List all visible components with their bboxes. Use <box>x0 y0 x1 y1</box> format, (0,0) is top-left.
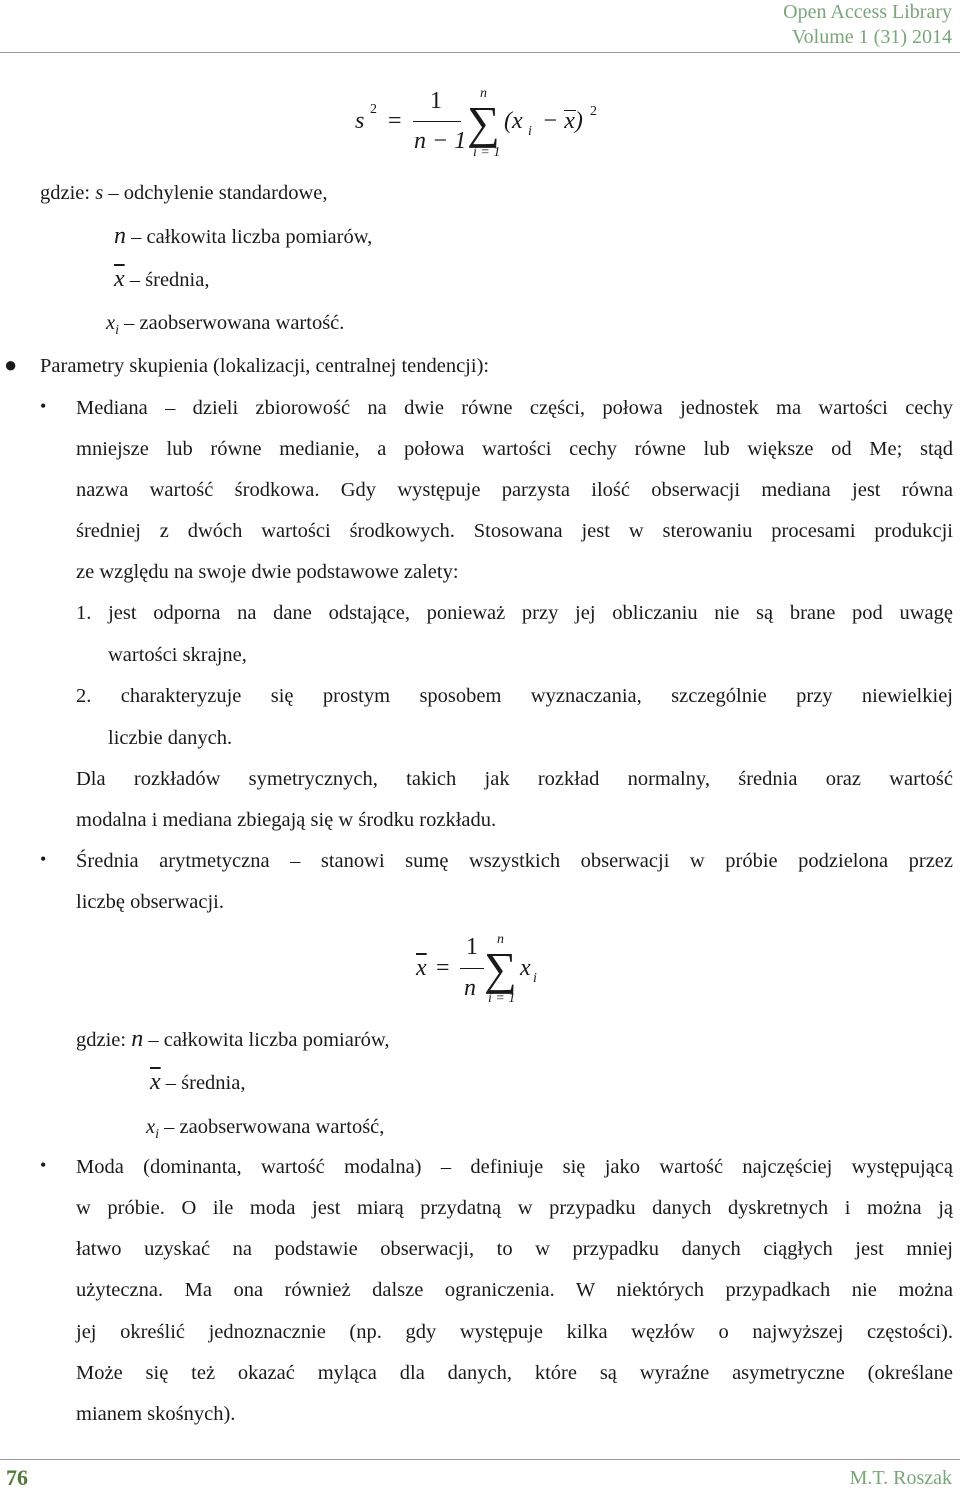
mediana-item-1: 1. jest odporna na dane odstające, ponieważ przy jej obliczaniu nie są brane pod uwagę <box>76 602 953 624</box>
legend2-x: $\overline{x}$ – średnia, <box>150 1069 246 1095</box>
sum-upper-limit: n <box>480 86 487 101</box>
mediana-note-1: Dla rozkładów symetrycznych, takich jak rozkład normalny, średnia oraz wartość <box>76 768 953 790</box>
moda-line-2: w próbie. O ile moda jest miarą przydatną w przypadku danych dyskretnych i można ją <box>76 1197 953 1219</box>
srednia-line-1: Średnia arytmetyczna – stanowi sumę wszystkich obserwacji w próbie podzielona przez <box>76 850 953 872</box>
srednia-line-2: liczbę obserwacji. <box>76 891 224 913</box>
legend2-xi: $x_i$ – zaobserwowana wartość, <box>146 1116 385 1143</box>
formula-denominator: n − 1 <box>414 128 467 154</box>
sum-lower-limit: i = 1 <box>488 991 516 1006</box>
footer-divider <box>0 1459 960 1460</box>
mediana-item-1-cont: wartości skrajne, <box>108 644 247 666</box>
section-title: Parametry skupienia (lokalizacji, centralnej tendencji): <box>40 355 490 377</box>
formula-s-exponent: 2 <box>370 102 377 117</box>
sum-lower-limit: i = 1 <box>473 145 501 160</box>
mediana-line-1: Mediana – dzieli zbiorowość na dwie równe części, połowa jednostek ma wartości cechy <box>76 397 953 419</box>
mediana-line-4: średniej z dwóch wartości środkowych. Stosowana jest w sterowaniu procesami produkcji <box>76 520 953 542</box>
mean-bar <box>564 110 576 111</box>
formula2-numerator: 1 <box>466 934 478 960</box>
formula2-term-sub: i <box>533 971 537 986</box>
mediana-note-2: modalna i mediana zbiegają się w środku rozkładu. <box>76 809 497 831</box>
moda-line-5: jej określić jednoznacznie (np. gdy występuje kilka węzłów o najwyższej częstości). <box>76 1321 953 1343</box>
section-bullet-icon: ● <box>4 352 18 377</box>
formula-term: (x <box>504 108 523 134</box>
formula-term-rest: − x) <box>542 108 583 134</box>
fraction-bar <box>460 968 484 969</box>
formula2-equals: = <box>436 955 450 981</box>
moda-line-1: Moda (dominanta, wartość modalna) – definiuje się jako wartość najczęściej występującą <box>76 1156 953 1178</box>
author: M.T. Roszak <box>849 1467 952 1489</box>
header-divider <box>0 52 960 53</box>
formula2-denominator: n <box>464 975 476 1001</box>
journal-title: Open Access Library <box>783 1 952 23</box>
legend1-x: $\overline{x}$ – średnia, <box>114 266 210 292</box>
sum-icon: ∑ <box>484 943 517 994</box>
formula-term-exponent: 2 <box>590 104 597 119</box>
bullet-icon: • <box>40 396 47 416</box>
mediana-line-5: ze względu na swoje dwie podstawowe zalety: <box>76 561 459 583</box>
mediana-line-2: mniejsze lub równe medianie, a połowa wartości cechy równe lub większe od Me; stąd <box>76 438 953 460</box>
legend1-xi: $x_i$ – zaobserwowana wartość. <box>106 312 345 339</box>
formula-numerator: 1 <box>430 88 442 114</box>
sum-upper-limit: n <box>497 932 504 947</box>
legend1-s: gdzie: s – odchylenie standardowe, <box>40 182 328 204</box>
formula-equals: = <box>388 108 402 134</box>
formula2-term: x <box>520 955 531 981</box>
formula-s: s <box>355 108 365 134</box>
bullet-icon: • <box>40 1155 47 1175</box>
moda-line-4: użyteczna. Ma ona również dalsze ograniczenia. W niektórych przypadkach nie można <box>76 1279 953 1301</box>
mediana-item-2-cont: liczbie danych. <box>108 727 233 749</box>
journal-volume: Volume 1 (31) 2014 <box>791 26 952 48</box>
formula2-x: $\overline{x}$ <box>416 955 427 981</box>
mediana-item-2: 2. charakteryzuje się prostym sposobem wyznaczania, szczególnie przy niewielkiej <box>76 685 953 707</box>
mediana-line-3: nazwa wartość środkowa. Gdy występuje parzysta ilość obserwacji mediana jest równa <box>76 479 953 501</box>
page-number: 76 <box>6 1465 28 1490</box>
fraction-bar <box>413 121 461 122</box>
sum-icon: ∑ <box>467 97 500 148</box>
moda-line-7: mianem skośnych). <box>76 1403 236 1425</box>
formula-term-sub: i <box>528 124 532 139</box>
legend2-n: gdzie: n – całkowita liczba pomiarów, <box>76 1026 390 1052</box>
legend1-n: n – całkowita liczba pomiarów, <box>114 223 373 249</box>
bullet-icon: • <box>40 849 47 869</box>
moda-line-3: łatwo uzyskać na podstawie obserwacji, to w przypadku danych ciągłych jest mniej <box>76 1238 953 1260</box>
moda-line-6: Może się też okazać myląca dla danych, które są wyraźne asymetryczne (określane <box>76 1362 953 1384</box>
